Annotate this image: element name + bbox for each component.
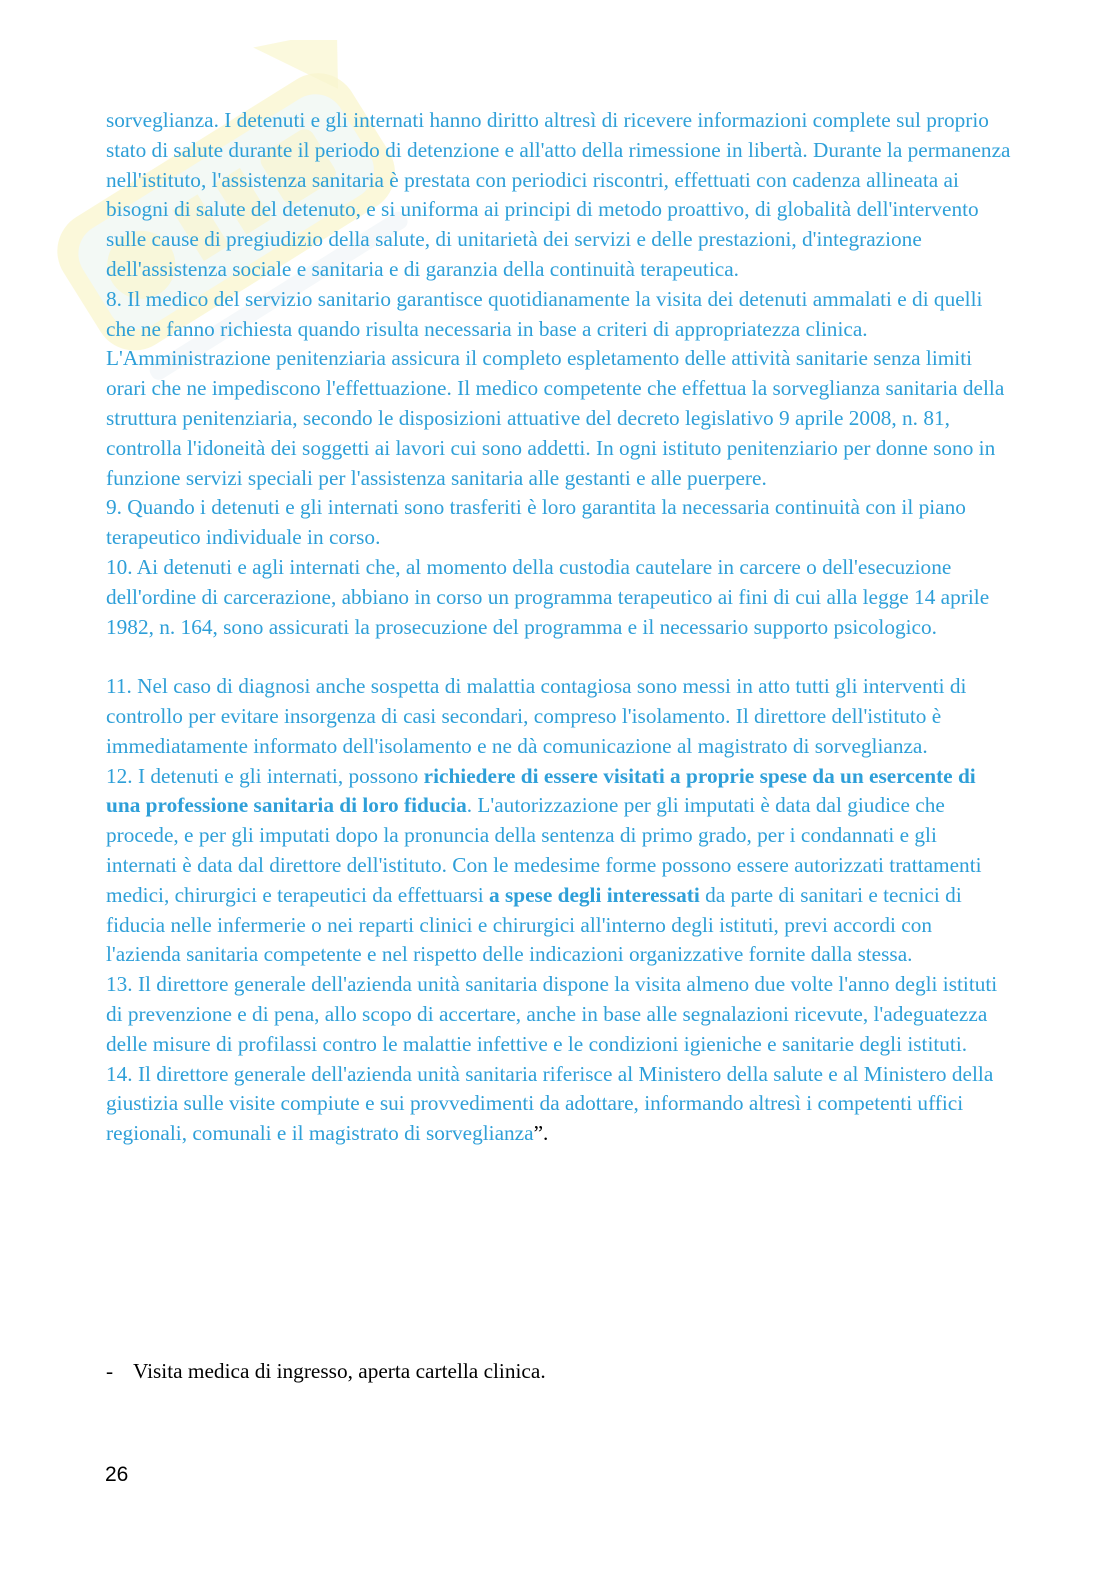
paragraph-14 — [106, 1060, 1011, 1149]
paragraph-12-text-1: 12. I detenuti e gli internati, possono — [106, 763, 424, 788]
bullet-marker: - — [106, 1359, 114, 1383]
document-body — [106, 106, 1011, 1149]
paragraph-13: 13. Il direttore generale dell'azienda unità sanitaria dispone la visita almeno due volte l'anno degli istituti di prevenzione e di pena, allo scopo di accertare, anche in base alle segnalazioni ricevute, l'adeguatezza delle misure di profilassi contro le malattie infettive e le condizioni igieniche e sanitarie degli istituti. — [106, 972, 998, 1056]
paragraph-11: 11. Nel caso di diagnosi anche sospetta di malattia contagiosa sono messi in atto tutti gli interventi di controllo per evitare insorgenza di casi secondari, compreso l'isolamento. Il direttore dell'istituto è immediatamente informato dell'isolamento e ne dà comunicazione al magistrato di sorveglianza. — [106, 674, 967, 758]
paragraph-14-text: 14. Il direttore generale dell'azienda unità sanitaria riferisce al Ministero della salute e al Ministero della giustizia sulle visite compiute e sui provvedimenti da adottare, informando altresì i competenti uffici regionali, comunali e il magistrato di sorveglianza — [106, 1061, 994, 1146]
paragraph-8: 8. Il medico del servizio sanitario garantisce quotidianamente la visita dei detenuti ammalati e di quelli che ne fanno richiesta quando risulta necessaria in base a criteri di appropriatezza clinica. L'Amministrazione penitenziaria assicura il completo espletamento delle attività sanitarie senza limiti orari che ne impediscono l'effettuazione. Il medico competente che effettua la sorveglianza sanitaria della struttura penitenziaria, secondo le disposizioni attuative del decreto legislativo 9 aprile 2008, n. 81, controlla l'idoneità dei soggetti ai lavori cui sono addetti. In ogni istituto penitenziario per donne sono in funzione servizi speciali per l'assistenza sanitaria alle gestanti e alle puerpere. — [106, 286, 1005, 490]
bullet-text: Visita medica di ingresso, aperta cartella clinica. — [133, 1359, 546, 1383]
closing-quote: ”. — [533, 1121, 549, 1146]
page-number: 26 — [105, 1463, 129, 1486]
paragraph-12-bold-1: richiedere di essere visitati a proprie spese da un esercente di una professione sanitaria di loro fiducia — [106, 763, 976, 818]
paragraph-12-text-3: da parte di sanitari e tecnici di fiducia nelle infermerie o nei reparti clinici e chirurgici all'interno degli istituti, previ accordi con l'azienda sanitaria competente e nel rispetto delle indicazioni organizzative fornite dalla stessa. — [106, 882, 962, 967]
paragraph-9: 9. Quando i detenuti e gli internati sono trasferiti è loro garantita la necessaria continuità con il piano terapeutico individuale in corso. — [106, 495, 966, 550]
paragraph-12-bold-2: a spese degli interessati — [488, 882, 700, 907]
paragraph-12 — [106, 762, 1011, 971]
paragraph-12-text-2: . L'autorizzazione per gli imputati è data dal giudice che procede, e per gli imputati dopo la pronuncia della sentenza di primo grado, per i condannati e gli internati è data dal direttore dell'istituto. Con le medesime forme possono essere autorizzati trattamenti medici, chirurgici e terapeutici da effettuarsi — [106, 793, 982, 907]
paragraph-continuation: sorveglianza. I detenuti e gli internati hanno diritto altresì di ricevere informazioni complete sul proprio stato di salute durante il periodo di detenzione e all'atto della rimessione in libertà. Durante la permanenza nell'istituto, l'assistenza sanitaria è prestata con periodici riscontri, effettuati con cadenza allineata ai bisogni di salute del detenuto, e si uniforma ai principi di metodo proattivo, di globalità dell'intervento sulle cause di pregiudizio della salute, di unitarietà dei servizi e delle prestazioni, d'integrazione dell'assistenza sociale e sanitaria e di garanzia della continuità terapeutica. — [106, 108, 1011, 281]
bullet-item — [106, 1357, 546, 1387]
paragraph-10: 10. Ai detenuti e agli internati che, al momento della custodia cautelare in carcere o dell'esecuzione dell'ordine di carcerazione, abbiano in corso un programma terapeutico ai fini di cui alla legge 14 aprile 1982, n. 164, sono assicurati la prosecuzione del programma e il necessario supporto psicologico. — [106, 554, 990, 639]
